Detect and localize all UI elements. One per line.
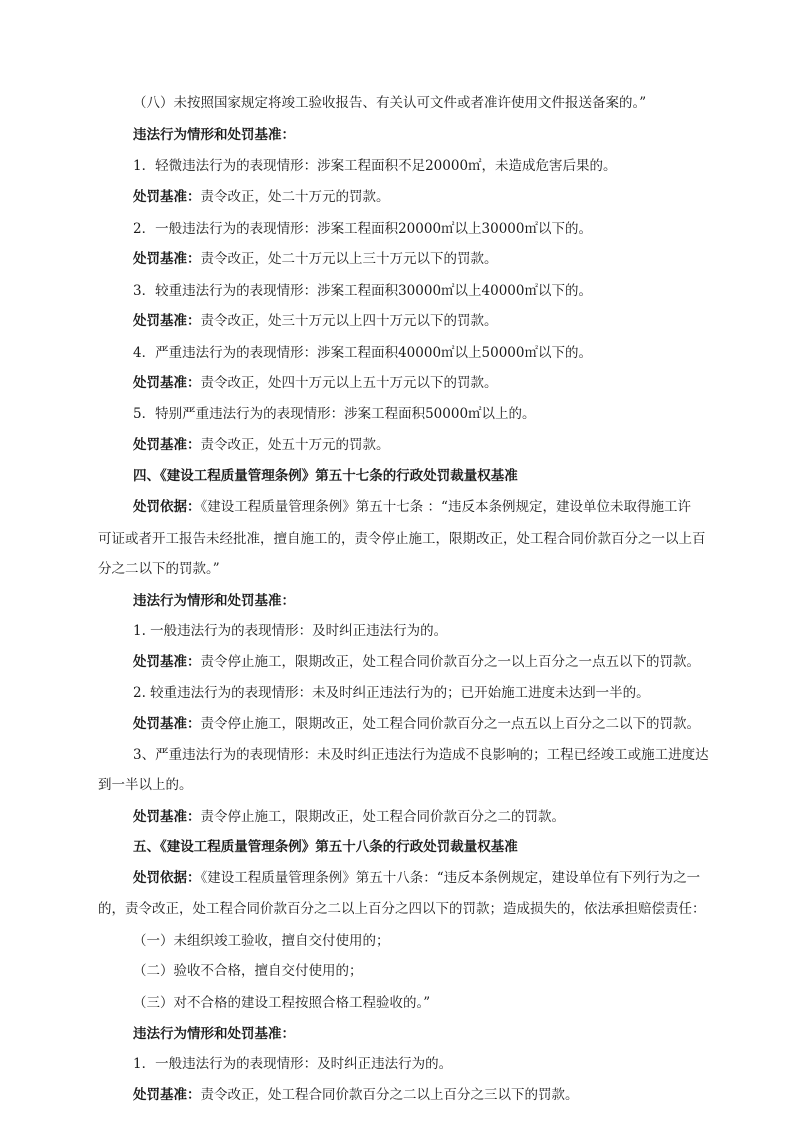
text-line: 3．较重违法行为的表现情形：涉案工程面积30000㎡以上40000㎡以下的。 xyxy=(133,283,592,299)
line-text: 责令停止施工，限期改正，处工程合同价款百分之二的罚款。 xyxy=(200,809,565,825)
continuation-line: 分之二以下的罚款。” xyxy=(98,561,220,577)
text-line: 5．特别严重违法行为的表现情形：涉案工程面积50000㎡以上的。 xyxy=(133,406,536,422)
line-label: 处罚基准： xyxy=(133,189,201,205)
labeled-line xyxy=(133,312,498,330)
text-line: （八）未按照国家规定将竣工验收报告、有关认可文件或者准许使用文件报送备案的。” xyxy=(133,95,647,111)
line-label: 处罚基准： xyxy=(133,716,201,732)
line-label: 处罚基准： xyxy=(133,1087,201,1103)
line-label: 处罚依据： xyxy=(133,870,201,886)
labeled-line xyxy=(133,653,700,671)
line-text: 责令停止施工，限期改正，处工程合同价款百分之一点五以上百分之二以下的罚款。 xyxy=(200,716,700,732)
line-text: 责令改正，处二十万元的罚款。 xyxy=(200,189,390,205)
line-label: 处罚基准： xyxy=(133,437,201,453)
line-label: 处罚基准： xyxy=(133,809,201,825)
line-text: 《建设工程质量管理条例》第五十八条：“违反本条例规定，建设单位有下列行为之一 xyxy=(200,870,701,886)
labeled-line xyxy=(133,808,565,826)
line-text: 责令改正，处四十万元以上五十万元以下的罚款。 xyxy=(200,375,498,391)
text-line: （一）未组织竣工验收，擅自交付使用的； xyxy=(133,933,390,949)
line-text: 责令改正，处三十万元以上四十万元以下的罚款。 xyxy=(200,313,498,329)
labeled-line xyxy=(133,436,390,454)
labeled-line xyxy=(133,498,691,516)
text-line: 3、严重违法行为的表现情形：未及时纠正违法行为造成不良影响的；工程已经竣工或施工进度达 xyxy=(133,747,709,763)
section-heading: 五、《建设工程质量管理条例》第五十八条的行政处罚裁量权基准 xyxy=(133,839,518,855)
subheading: 违法行为情形和处罚基准： xyxy=(133,593,295,609)
text-line: 1. 一般违法行为的表现情形：及时纠正违法行为的。 xyxy=(133,623,448,639)
labeled-line xyxy=(133,869,700,887)
line-text: 责令改正，处五十万元的罚款。 xyxy=(200,437,390,453)
labeled-line xyxy=(133,1086,579,1104)
line-text: 责令改正，处工程合同价款百分之二以上百分之三以下的罚款。 xyxy=(200,1087,579,1103)
subheading: 违法行为情形和处罚基准： xyxy=(133,1026,295,1042)
text-line: 2. 较重违法行为的表现情形：未及时纠正违法行为的；已开始施工进度未达到一半的。 xyxy=(133,685,650,701)
section-heading: 四、《建设工程质量管理条例》第五十七条的行政处罚裁量权基准 xyxy=(133,468,518,484)
text-line: 2．一般违法行为的表现情形：涉案工程面积20000㎡以上30000㎡以下的。 xyxy=(133,221,592,237)
line-text: 责令改正，处二十万元以上三十万元以下的罚款。 xyxy=(200,251,498,267)
line-text: 责令停止施工，限期改正，处工程合同价款百分之一以上百分之一点五以下的罚款。 xyxy=(200,654,700,670)
continuation-line: 可证或者开工报告未经批准，擅自施工的，责令停止施工，限期改正，处工程合同价款百分之一以上百 xyxy=(98,531,706,547)
line-label: 处罚基准： xyxy=(133,654,201,670)
line-label: 处罚基准： xyxy=(133,375,201,391)
text-line: （二）验收不合格，擅自交付使用的； xyxy=(133,963,363,979)
text-line: 4．严重违法行为的表现情形：涉案工程面积40000㎡以上50000㎡以下的。 xyxy=(133,345,592,361)
continuation-line: 到一半以上的。 xyxy=(98,777,193,793)
text-line: 1．轻微违法行为的表现情形：涉案工程面积不足20000㎡，未造成危害后果的。 xyxy=(133,158,617,174)
labeled-line xyxy=(133,374,498,392)
line-text: 《建设工程质量管理条例》第五十七条 ：“违反本条例规定，建设单位未取得施工许 xyxy=(200,499,691,515)
line-label: 处罚依据： xyxy=(133,499,201,515)
subheading: 违法行为情形和处罚基准： xyxy=(133,127,295,143)
labeled-line xyxy=(133,188,390,206)
line-label: 处罚基准： xyxy=(133,313,201,329)
labeled-line xyxy=(133,715,700,733)
labeled-line xyxy=(133,250,498,268)
text-line: 1．一般违法行为的表现情形：及时纠正违法行为的。 xyxy=(133,1056,453,1072)
text-line: （三）对不合格的建设工程按照合格工程验收的。” xyxy=(133,995,431,1011)
continuation-line: 的，责令改正，处工程合同价款百分之二以上百分之四以下的罚款；造成损失的，依法承担赔偿责任： xyxy=(98,901,706,917)
line-label: 处罚基准： xyxy=(133,251,201,267)
